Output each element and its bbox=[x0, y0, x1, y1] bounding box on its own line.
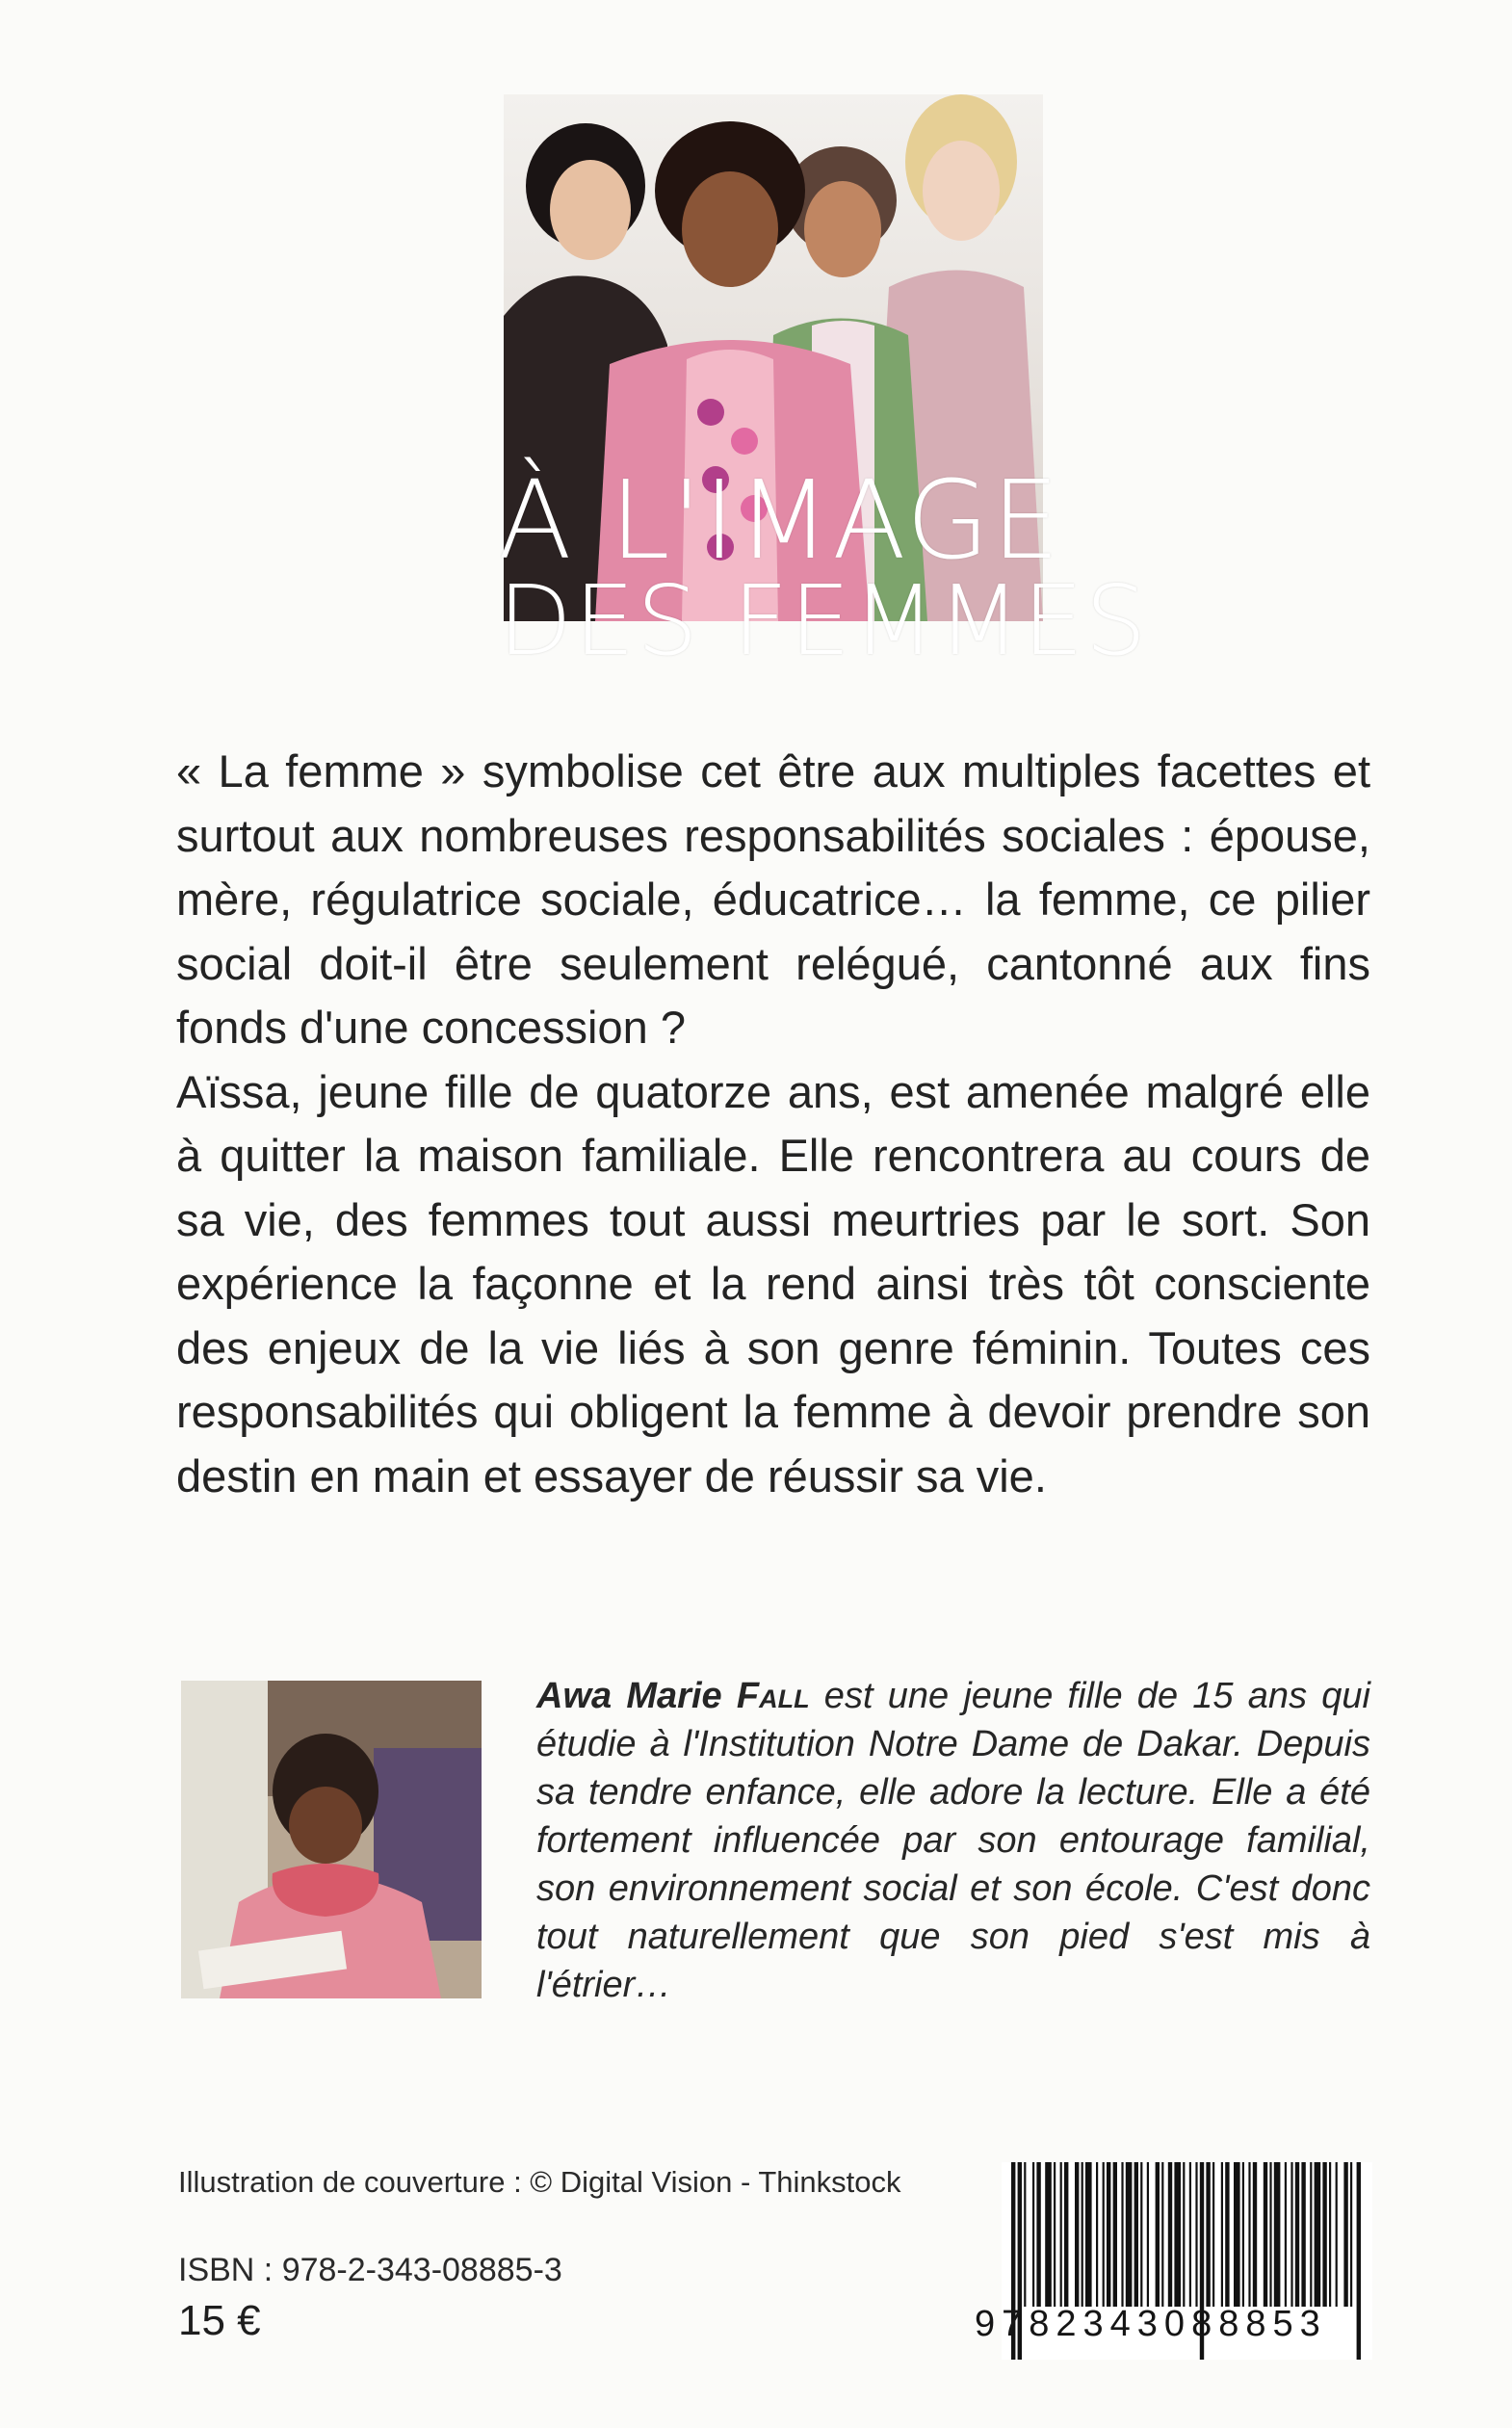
barcode-bar bbox=[1269, 2162, 1271, 2307]
barcode-bar bbox=[1075, 2162, 1079, 2307]
barcode-bar bbox=[1264, 2162, 1267, 2307]
cover-image bbox=[498, 94, 1149, 677]
barcode-bar bbox=[1225, 2162, 1229, 2307]
barcode-bar bbox=[1032, 2162, 1034, 2307]
barcode-bar bbox=[1234, 2162, 1240, 2307]
barcode-bar bbox=[1310, 2162, 1312, 2307]
price: 15 € bbox=[178, 2297, 261, 2344]
barcode-bar bbox=[1343, 2162, 1347, 2307]
barcode-bar bbox=[1206, 2162, 1210, 2307]
barcode-bar bbox=[1285, 2162, 1287, 2307]
cover-title-line1: À L'IMAGE bbox=[498, 458, 1062, 584]
barcode-bar bbox=[1064, 2162, 1068, 2307]
barcode-bar bbox=[1060, 2162, 1062, 2307]
barcode-bar bbox=[1024, 2162, 1026, 2307]
barcode-bar bbox=[1301, 2162, 1305, 2307]
barcode-digits: 9782343088853 bbox=[975, 2304, 1327, 2344]
author-photo bbox=[181, 1681, 482, 1998]
barcode-bar bbox=[1156, 2162, 1160, 2307]
barcode-bar bbox=[1290, 2162, 1292, 2307]
author-last-name: Fall bbox=[736, 1676, 810, 1716]
barcode-bar bbox=[1126, 2162, 1133, 2307]
author-reading-illustration bbox=[181, 1681, 482, 1998]
barcode-bar bbox=[1121, 2162, 1123, 2307]
barcode-bar bbox=[1103, 2162, 1105, 2307]
barcode-bar bbox=[1174, 2162, 1181, 2307]
summary-paragraph-2: Aïssa, jeune fille de quatorze ans, est amenée malgré elle à quitter la maison familiale. Elle rencontrera au cours de sa vie, des femmes tout aussi meurtries par le sort. Son expérience la façonne et la rend ainsi très tôt consciente des enjeux de la vie liés à son genre féminin. Toutes ces responsabilités qui obligent la femme à devoir prendre son destin en main et essayer de réussir sa vie. bbox=[176, 1065, 1370, 1501]
barcode-bar bbox=[1253, 2162, 1257, 2307]
barcode-bar bbox=[1168, 2162, 1172, 2307]
barcode-bar bbox=[1248, 2162, 1250, 2307]
barcode-bar bbox=[1195, 2162, 1197, 2307]
barcode-bar bbox=[1113, 2162, 1117, 2307]
barcode-bar bbox=[1315, 2162, 1321, 2307]
barcode-bar bbox=[1134, 2162, 1138, 2307]
barcode-bar bbox=[1107, 2162, 1110, 2307]
author-bio-text: est une jeune fille de 15 ans qui étudie à l'Institution Notre Dame de Dakar. Depuis sa tendre enfance, elle adore la lecture. Elle a été fortement influencée par son entourage familial, son environnement social et son école. C'est donc tout naturellement que son pied s'est mis à l'étrier… bbox=[536, 1676, 1371, 2005]
barcode-bar bbox=[1295, 2162, 1299, 2307]
barcode-bar bbox=[1329, 2162, 1331, 2307]
book-summary bbox=[176, 740, 1370, 1508]
summary-paragraph-1: « La femme » symbolise cet être aux multiples facettes et surtout aux nombreuses responsabilités sociales : épouse, mère, régulatrice sociale, éducatrice… la femme, ce pilier social doit-il être seulement relégué, cantonné aux fins fonds d'une concession ? bbox=[176, 745, 1370, 1053]
barcode-bar bbox=[1036, 2162, 1040, 2307]
author-biography bbox=[536, 1672, 1370, 2009]
barcode-bar bbox=[1054, 2162, 1056, 2307]
barcode-bar bbox=[1322, 2162, 1326, 2307]
cover-illustration-credits: Illustration de couverture : © Digital Vision - Thinkstock bbox=[178, 2165, 901, 2199]
barcode-bar bbox=[1274, 2162, 1281, 2307]
barcode-bar bbox=[1350, 2162, 1352, 2307]
barcode-bar bbox=[1161, 2162, 1163, 2307]
author-first-names: Awa Marie bbox=[536, 1676, 722, 1716]
isbn: ISBN : 978-2-343-08885-3 bbox=[178, 2252, 562, 2288]
barcode-bar bbox=[1147, 2162, 1149, 2307]
barcode-bar bbox=[1085, 2162, 1092, 2307]
barcode-bar bbox=[1082, 2162, 1083, 2307]
barcode-bar bbox=[1183, 2162, 1185, 2307]
barcode-bar bbox=[1189, 2162, 1191, 2307]
barcode-bar bbox=[1140, 2162, 1142, 2307]
cover-title-line2: DES FEMMES bbox=[498, 564, 1149, 677]
barcode-bar bbox=[1221, 2162, 1223, 2307]
barcode-bar bbox=[1212, 2162, 1214, 2307]
barcode-bar bbox=[1096, 2162, 1098, 2307]
barcode-bar bbox=[1242, 2162, 1244, 2307]
barcode-bar bbox=[1045, 2162, 1052, 2307]
barcode-bar bbox=[1336, 2162, 1338, 2307]
